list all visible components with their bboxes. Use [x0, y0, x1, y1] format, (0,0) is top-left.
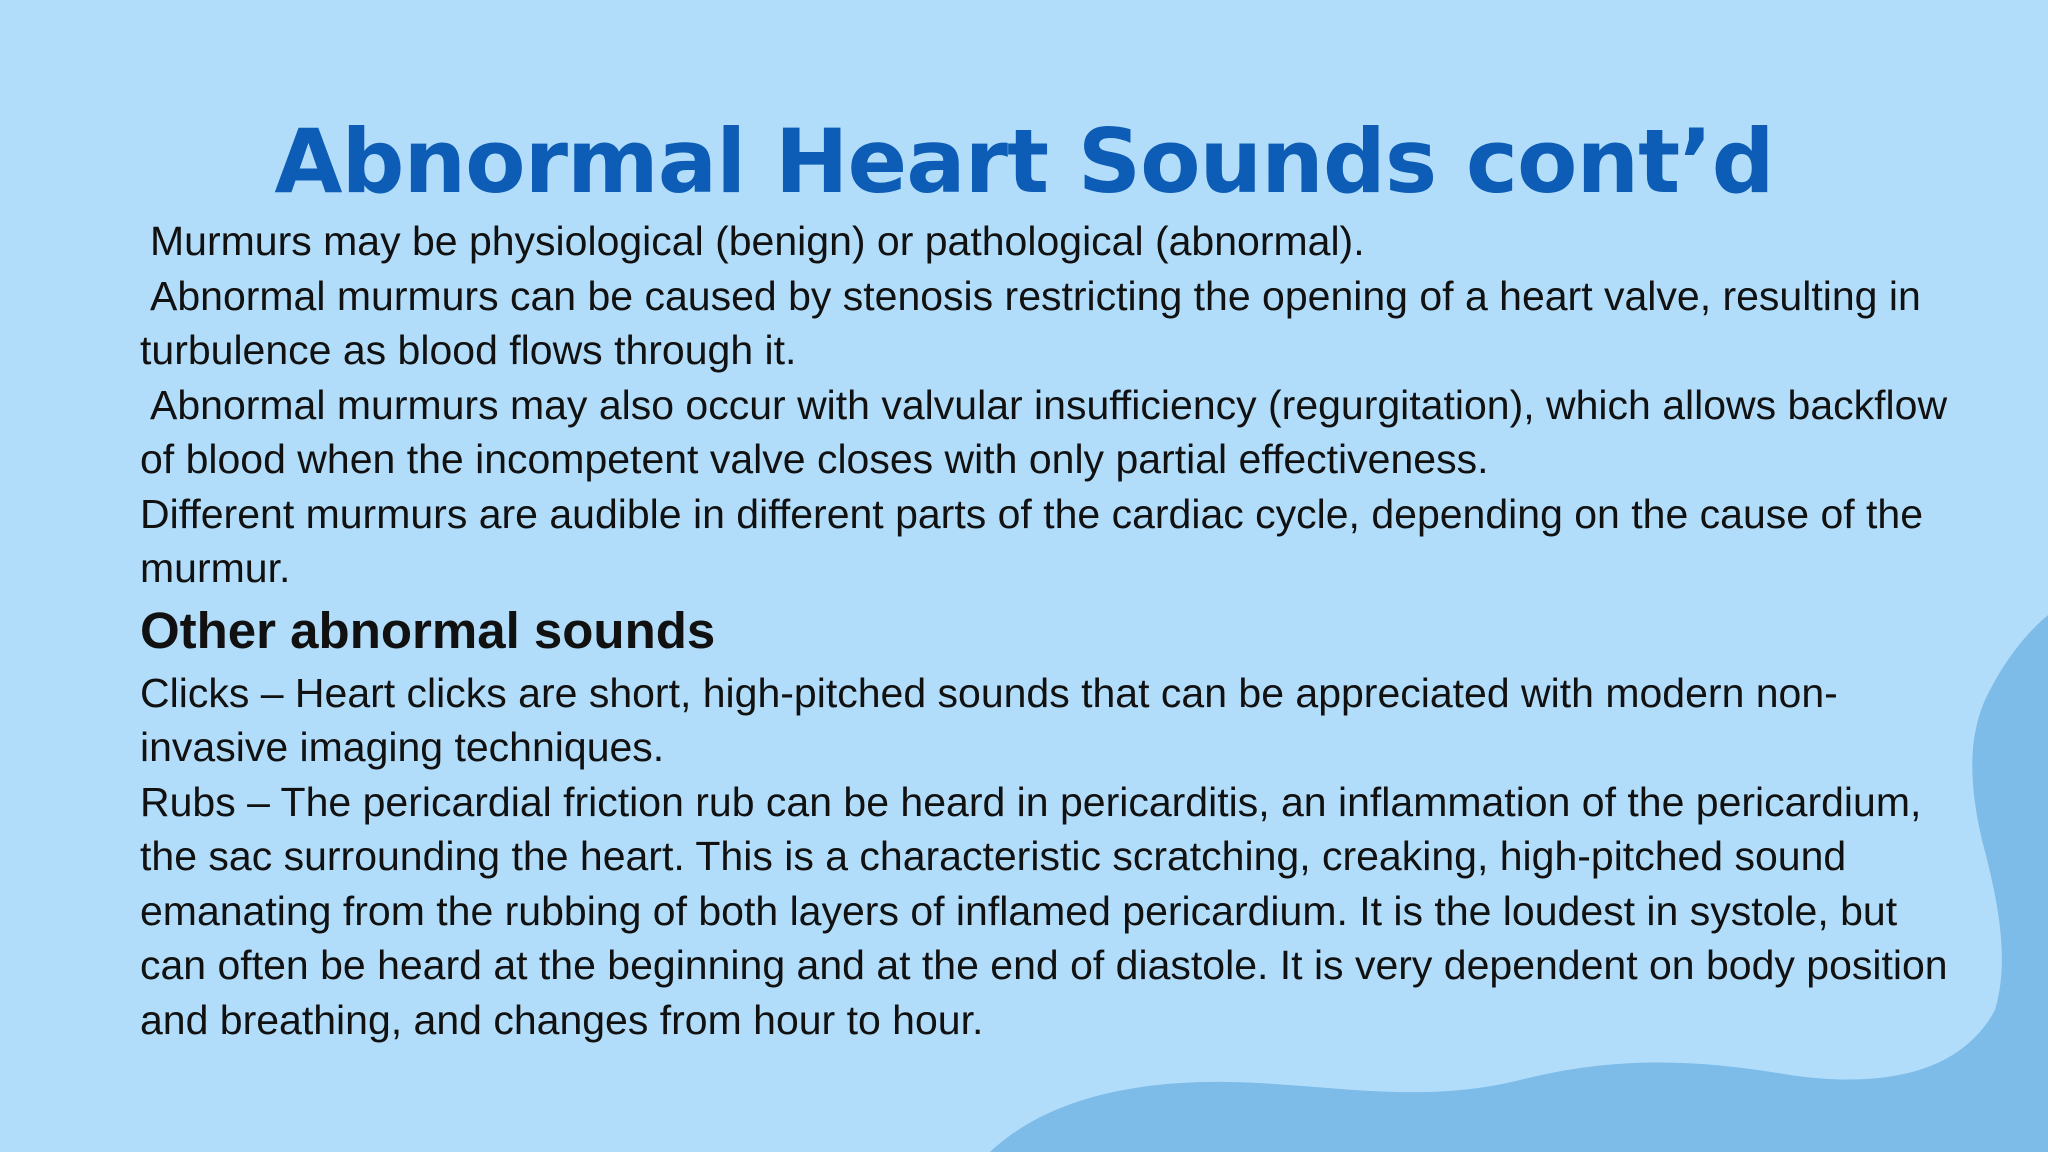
paragraph-insufficiency-text: Abnormal murmurs may also occur with valvular insufficiency (regurgitation), which allows backflow of blood when the incompetent valve closes with only partial effectiveness. [140, 381, 1959, 482]
paragraph-cardiac-cycle: Different murmurs are audible in different parts of the cardiac cycle, depending on the cause of the murmur. [140, 490, 1935, 591]
paragraph-murmurs-types: Murmurs may be physiological (benign) or pathological (abnormal). [150, 218, 1365, 264]
paragraph-rubs: Rubs – The pericardial friction rub can be heard in pericarditis, an inflammation of the pericardium, the sac surrounding the heart. This is a characteristic scratching, creaking, high-pitched sound emanating from the rubbing of both layers of inflamed pericardium. It is the loudest in systole, but can often be heard at the beginning and at the end of diastole. It is very dependent on body position and breathing, and changes from hour to hour. [140, 778, 1960, 1043]
slide-body [140, 214, 1960, 1047]
subheading-other-sounds: Other abnormal sounds [140, 601, 716, 659]
paragraph-stenosis [140, 269, 1960, 378]
paragraph-clicks: Clicks – Heart clicks are short, high-pitched sounds that can be appreciated with modern non-invasive imaging techniques. [140, 669, 1838, 770]
paragraph-stenosis-text: Abnormal murmurs can be caused by stenosis restricting the opening of a heart valve, resulting in turbulence as blood flows through it. [140, 272, 1933, 373]
slide-title: Abnormal Heart Sounds cont’d [274, 110, 1774, 213]
paragraph-insufficiency [140, 378, 1960, 487]
